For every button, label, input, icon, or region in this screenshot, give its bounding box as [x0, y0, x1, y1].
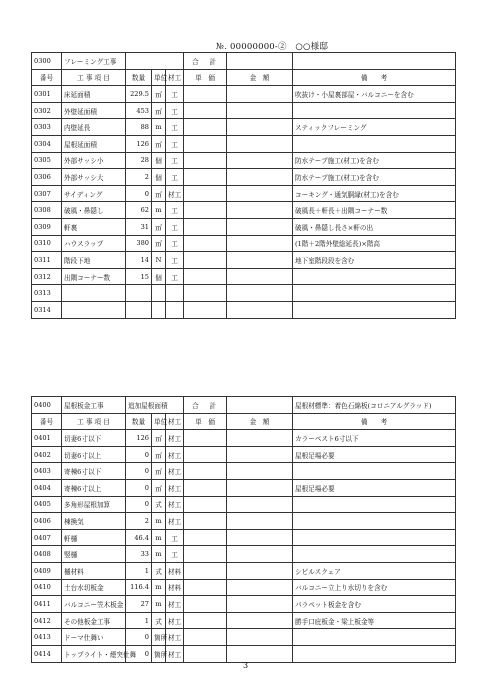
- table-row: [32, 496, 456, 513]
- table-row: [32, 135, 456, 152]
- item-quantity: 15: [126, 268, 152, 285]
- item-code: 0405: [32, 496, 62, 513]
- item-unit: ㎡: [152, 430, 166, 447]
- item-note: [293, 529, 456, 546]
- item-unit-price: [184, 169, 227, 186]
- item-unit-price: [184, 86, 227, 103]
- item-amount: [227, 513, 293, 530]
- table-row: [32, 218, 456, 235]
- section-total-label: 合 計: [184, 53, 227, 70]
- item-category: 工: [166, 252, 184, 269]
- item-code: 0304: [32, 135, 62, 152]
- item-note: カラーベスト6寸以下: [293, 430, 456, 447]
- item-name: 階段下地: [62, 252, 126, 269]
- item-code: 0408: [32, 546, 62, 563]
- item-quantity: 229.5: [126, 86, 152, 103]
- item-name: 外部サッシ大: [62, 169, 126, 186]
- col-header-unit: 単位: [152, 69, 166, 86]
- item-note: シビルスクェア: [293, 562, 456, 579]
- item-category: [166, 285, 184, 302]
- table-row: [32, 235, 456, 252]
- item-note: 破風長＋軒長＋出隅コーナー数: [293, 202, 456, 219]
- item-name: トップライト・煙突仕舞: [62, 645, 126, 662]
- item-code: 0413: [32, 629, 62, 646]
- col-header-item: 工 事 項 目: [62, 413, 126, 430]
- item-unit-price: [184, 135, 227, 152]
- item-quantity: 1: [126, 612, 152, 629]
- item-unit: 個: [152, 152, 166, 169]
- item-name: 棟換気: [62, 513, 126, 530]
- table-row: [32, 562, 456, 579]
- item-amount: [227, 430, 293, 447]
- item-code: 0301: [32, 86, 62, 103]
- item-category: 工: [166, 169, 184, 186]
- item-unit: 箇所: [152, 629, 166, 646]
- item-category: 材工: [166, 513, 184, 530]
- item-quantity: 0: [126, 645, 152, 662]
- item-note: 地下室階段段を含む: [293, 252, 456, 269]
- section-note: [293, 53, 456, 70]
- item-name: 土台水切板金: [62, 579, 126, 596]
- item-unit: m: [152, 596, 166, 613]
- item-quantity: 46.4: [126, 529, 152, 546]
- section-total-value: [227, 53, 293, 70]
- table-row: [32, 102, 456, 119]
- item-amount: [227, 102, 293, 119]
- item-category: 工: [166, 529, 184, 546]
- item-note: スティックフレーミング: [293, 119, 456, 136]
- item-category: 材工: [166, 430, 184, 447]
- item-quantity: 14: [126, 252, 152, 269]
- item-unit-price: [184, 479, 227, 496]
- item-quantity: 0: [126, 185, 152, 202]
- table-row: [32, 301, 456, 318]
- item-note: [293, 285, 456, 302]
- item-note: [293, 546, 456, 563]
- item-amount: [227, 446, 293, 463]
- table-row: [32, 579, 456, 596]
- section-note: 屋根材標準：着色石綿板(コロニアルグラッド): [293, 397, 456, 414]
- item-quantity: [126, 285, 152, 302]
- item-unit: ㎡: [152, 479, 166, 496]
- item-name: 破風・鼻隠し: [62, 202, 126, 219]
- item-quantity: [126, 301, 152, 318]
- item-amount: [227, 169, 293, 186]
- item-unit-price: [184, 496, 227, 513]
- table-row: [32, 446, 456, 463]
- item-name: 寄棟6寸以下: [62, 463, 126, 480]
- col-header-price: 単 価: [184, 413, 227, 430]
- table-row: [32, 202, 456, 219]
- section-title: フレーミング工事: [62, 53, 126, 70]
- section-title: 屋根板金工事: [62, 397, 126, 414]
- section-header-row: [32, 53, 456, 70]
- item-amount: [227, 463, 293, 480]
- item-category: 工: [166, 119, 184, 136]
- item-name: その他板金工事: [62, 612, 126, 629]
- item-unit: ㎡: [152, 446, 166, 463]
- item-unit: m: [152, 529, 166, 546]
- section-extra-label: 追加屋根面積: [126, 397, 184, 414]
- item-note: [293, 496, 456, 513]
- table-row: [32, 596, 456, 613]
- table-row: [32, 285, 456, 302]
- item-unit-price: [184, 119, 227, 136]
- item-note: (1階＋2階外壁総延長)×階高: [293, 235, 456, 252]
- col-header-no: 番号: [32, 69, 62, 86]
- item-note: 防水テープ施工(材工)を含む: [293, 152, 456, 169]
- item-name: 出隅コーナー数: [62, 268, 126, 285]
- item-amount: [227, 285, 293, 302]
- item-amount: [227, 252, 293, 269]
- item-quantity: 28: [126, 152, 152, 169]
- item-name: 寄棟6寸以上: [62, 479, 126, 496]
- item-unit: m: [152, 546, 166, 563]
- item-amount: [227, 629, 293, 646]
- item-quantity: 0: [126, 479, 152, 496]
- item-quantity: 2: [126, 513, 152, 530]
- col-header-cat: 材工: [166, 69, 184, 86]
- column-header-row: [32, 413, 456, 430]
- item-code: 0403: [32, 463, 62, 480]
- item-category: 工: [166, 152, 184, 169]
- item-code: 0309: [32, 218, 62, 235]
- item-unit-price: [184, 430, 227, 447]
- table-row: [32, 185, 456, 202]
- section-extra-label: [126, 53, 184, 70]
- item-name: 外壁延面積: [62, 102, 126, 119]
- item-unit-price: [184, 629, 227, 646]
- item-code: 0308: [32, 202, 62, 219]
- item-note: [293, 301, 456, 318]
- item-code: 0410: [32, 579, 62, 596]
- section-total-label: 合 計: [184, 397, 227, 414]
- col-header-no: 番号: [32, 413, 62, 430]
- section-total-value: [227, 397, 293, 414]
- item-unit: m: [152, 513, 166, 530]
- item-quantity: 0: [126, 446, 152, 463]
- item-code: 0409: [32, 562, 62, 579]
- col-header-amount: 金 額: [227, 413, 293, 430]
- col-header-cat: 材工: [166, 413, 184, 430]
- col-header-qty: 数量: [126, 69, 152, 86]
- item-unit: N: [152, 252, 166, 269]
- item-quantity: 31: [126, 218, 152, 235]
- item-category: 材工: [166, 612, 184, 629]
- col-header-note: 備 考: [293, 413, 456, 430]
- item-unit-price: [184, 301, 227, 318]
- item-name: 多角形屋根加算: [62, 496, 126, 513]
- item-unit: 式: [152, 562, 166, 579]
- item-unit: ㎡: [152, 86, 166, 103]
- item-name: 竪樋: [62, 546, 126, 563]
- item-note: [293, 135, 456, 152]
- item-note: 屋根足場必要: [293, 479, 456, 496]
- table-row: [32, 529, 456, 546]
- item-amount: [227, 202, 293, 219]
- col-header-item: 工 事 項 目: [62, 69, 126, 86]
- item-name: ドーマ仕舞い: [62, 629, 126, 646]
- item-unit: 式: [152, 612, 166, 629]
- item-amount: [227, 152, 293, 169]
- item-quantity: 1: [126, 562, 152, 579]
- item-amount: [227, 596, 293, 613]
- item-amount: [227, 546, 293, 563]
- item-unit-price: [184, 513, 227, 530]
- item-unit: ㎡: [152, 463, 166, 480]
- item-name: [62, 285, 126, 302]
- framing-work-table: [31, 52, 456, 319]
- item-amount: [227, 86, 293, 103]
- item-unit: m: [152, 579, 166, 596]
- item-unit: ㎡: [152, 235, 166, 252]
- column-header-row: [32, 69, 456, 86]
- item-code: 0303: [32, 119, 62, 136]
- item-category: 材料: [166, 579, 184, 596]
- item-quantity: 0: [126, 496, 152, 513]
- item-name: バルコニー笠木板金: [62, 596, 126, 613]
- item-unit: 式: [152, 496, 166, 513]
- item-unit-price: [184, 102, 227, 119]
- item-unit-price: [184, 152, 227, 169]
- item-amount: [227, 479, 293, 496]
- table-row: [32, 479, 456, 496]
- section-code: 0300: [32, 53, 62, 70]
- item-amount: [227, 135, 293, 152]
- item-unit: m: [152, 202, 166, 219]
- item-unit-price: [184, 235, 227, 252]
- item-unit-price: [184, 579, 227, 596]
- item-name: 樋材料: [62, 562, 126, 579]
- item-unit: [152, 301, 166, 318]
- item-code: 0411: [32, 596, 62, 613]
- item-code: 0402: [32, 446, 62, 463]
- item-category: 工: [166, 268, 184, 285]
- item-amount: [227, 579, 293, 596]
- item-category: 材工: [166, 185, 184, 202]
- item-quantity: 33: [126, 546, 152, 563]
- item-unit-price: [184, 252, 227, 269]
- item-amount: [227, 496, 293, 513]
- item-name: 床延面積: [62, 86, 126, 103]
- item-code: 0407: [32, 529, 62, 546]
- item-quantity: 126: [126, 135, 152, 152]
- item-note: 吹抜け・小屋裏部屋・バルコニーを含む: [293, 86, 456, 103]
- item-category: 材工: [166, 463, 184, 480]
- table-row: [32, 513, 456, 530]
- item-name: 切妻6寸以上: [62, 446, 126, 463]
- table-row: [32, 252, 456, 269]
- col-header-amount: 金 額: [227, 69, 293, 86]
- item-unit-price: [184, 546, 227, 563]
- item-unit-price: [184, 446, 227, 463]
- item-code: 0401: [32, 430, 62, 447]
- item-code: 0313: [32, 285, 62, 302]
- item-code: 0314: [32, 301, 62, 318]
- item-name: 外部サッシ小: [62, 152, 126, 169]
- item-amount: [227, 645, 293, 662]
- item-unit-price: [184, 218, 227, 235]
- item-category: 材工: [166, 496, 184, 513]
- item-unit: [152, 285, 166, 302]
- item-note: [293, 645, 456, 662]
- item-unit: 個: [152, 268, 166, 285]
- item-name: サイディング: [62, 185, 126, 202]
- item-category: 工: [166, 218, 184, 235]
- table-row: [32, 169, 456, 186]
- item-amount: [227, 301, 293, 318]
- item-quantity: 116.4: [126, 579, 152, 596]
- item-quantity: 27: [126, 596, 152, 613]
- item-code: 0414: [32, 645, 62, 662]
- item-quantity: 380: [126, 235, 152, 252]
- item-note: コーキング・通気胴縁(材工)を含む: [293, 185, 456, 202]
- item-note: [293, 463, 456, 480]
- item-unit-price: [184, 612, 227, 629]
- item-note: [293, 102, 456, 119]
- item-note: 破風・鼻隠し長さ×軒の出: [293, 218, 456, 235]
- section-header-row: [32, 397, 456, 414]
- col-header-price: 単 価: [184, 69, 227, 86]
- item-code: 0307: [32, 185, 62, 202]
- item-name: 屋根延面積: [62, 135, 126, 152]
- item-code: 0406: [32, 513, 62, 530]
- table-row: [32, 463, 456, 480]
- item-unit-price: [184, 529, 227, 546]
- item-unit-price: [184, 285, 227, 302]
- item-quantity: 0: [126, 629, 152, 646]
- item-code: 0412: [32, 612, 62, 629]
- item-category: 材工: [166, 446, 184, 463]
- item-name: 内壁延長: [62, 119, 126, 136]
- item-amount: [227, 612, 293, 629]
- item-name: 軒樋: [62, 529, 126, 546]
- item-amount: [227, 218, 293, 235]
- col-header-qty: 数量: [126, 413, 152, 430]
- section-code: 0400: [32, 397, 62, 414]
- item-unit-price: [184, 645, 227, 662]
- item-unit: 箇所: [152, 645, 166, 662]
- item-unit: ㎡: [152, 185, 166, 202]
- item-note: [293, 629, 456, 646]
- table-row: [32, 612, 456, 629]
- item-category: 材工: [166, 596, 184, 613]
- item-quantity: 88: [126, 119, 152, 136]
- item-note: 防水テープ施工(材工)を含む: [293, 169, 456, 186]
- item-unit-price: [184, 562, 227, 579]
- item-unit-price: [184, 463, 227, 480]
- table-row: [32, 268, 456, 285]
- item-unit: m: [152, 119, 166, 136]
- table-row: [32, 645, 456, 662]
- item-code: 0404: [32, 479, 62, 496]
- item-category: [166, 301, 184, 318]
- table-row: [32, 546, 456, 563]
- table-row: [32, 119, 456, 136]
- item-amount: [227, 529, 293, 546]
- item-category: 材料: [166, 562, 184, 579]
- item-amount: [227, 562, 293, 579]
- document-number: №. 00000000-② ○○様邸: [216, 42, 329, 52]
- item-unit: ㎡: [152, 102, 166, 119]
- item-unit-price: [184, 202, 227, 219]
- table-row: [32, 86, 456, 103]
- item-code: 0312: [32, 268, 62, 285]
- item-unit: 個: [152, 169, 166, 186]
- item-name: ハウスラップ: [62, 235, 126, 252]
- item-quantity: 62: [126, 202, 152, 219]
- item-category: 工: [166, 202, 184, 219]
- item-category: 工: [166, 546, 184, 563]
- item-name: 軒裏: [62, 218, 126, 235]
- item-category: 工: [166, 235, 184, 252]
- item-category: 材工: [166, 479, 184, 496]
- item-name: 切妻6寸以下: [62, 430, 126, 447]
- item-category: 材工: [166, 645, 184, 662]
- item-category: 工: [166, 102, 184, 119]
- item-category: 材工: [166, 629, 184, 646]
- item-code: 0305: [32, 152, 62, 169]
- page-number: 3: [243, 661, 249, 670]
- item-unit-price: [184, 596, 227, 613]
- item-name: [62, 301, 126, 318]
- item-note: 勝手口庇板金・梁上板金等: [293, 612, 456, 629]
- item-amount: [227, 235, 293, 252]
- item-amount: [227, 185, 293, 202]
- item-unit: ㎡: [152, 135, 166, 152]
- item-unit-price: [184, 268, 227, 285]
- table-row: [32, 629, 456, 646]
- table-row: [32, 430, 456, 447]
- item-code: 0302: [32, 102, 62, 119]
- item-note: [293, 513, 456, 530]
- item-amount: [227, 119, 293, 136]
- item-quantity: 0: [126, 463, 152, 480]
- item-category: 工: [166, 86, 184, 103]
- item-unit-price: [184, 185, 227, 202]
- item-code: 0311: [32, 252, 62, 269]
- item-amount: [227, 268, 293, 285]
- item-quantity: 453: [126, 102, 152, 119]
- item-note: バルコニー立上り水切りを含む: [293, 579, 456, 596]
- item-note: パラペット板金を含む: [293, 596, 456, 613]
- col-header-note: 備 考: [293, 69, 456, 86]
- col-header-unit: 単位: [152, 413, 166, 430]
- table-row: [32, 152, 456, 169]
- item-note: [293, 268, 456, 285]
- item-quantity: 2: [126, 169, 152, 186]
- item-category: 工: [166, 135, 184, 152]
- roof-sheet-metal-table: [31, 396, 456, 663]
- item-unit: ㎡: [152, 218, 166, 235]
- item-code: 0310: [32, 235, 62, 252]
- item-code: 0306: [32, 169, 62, 186]
- item-quantity: 126: [126, 430, 152, 447]
- item-note: 屋根足場必要: [293, 446, 456, 463]
